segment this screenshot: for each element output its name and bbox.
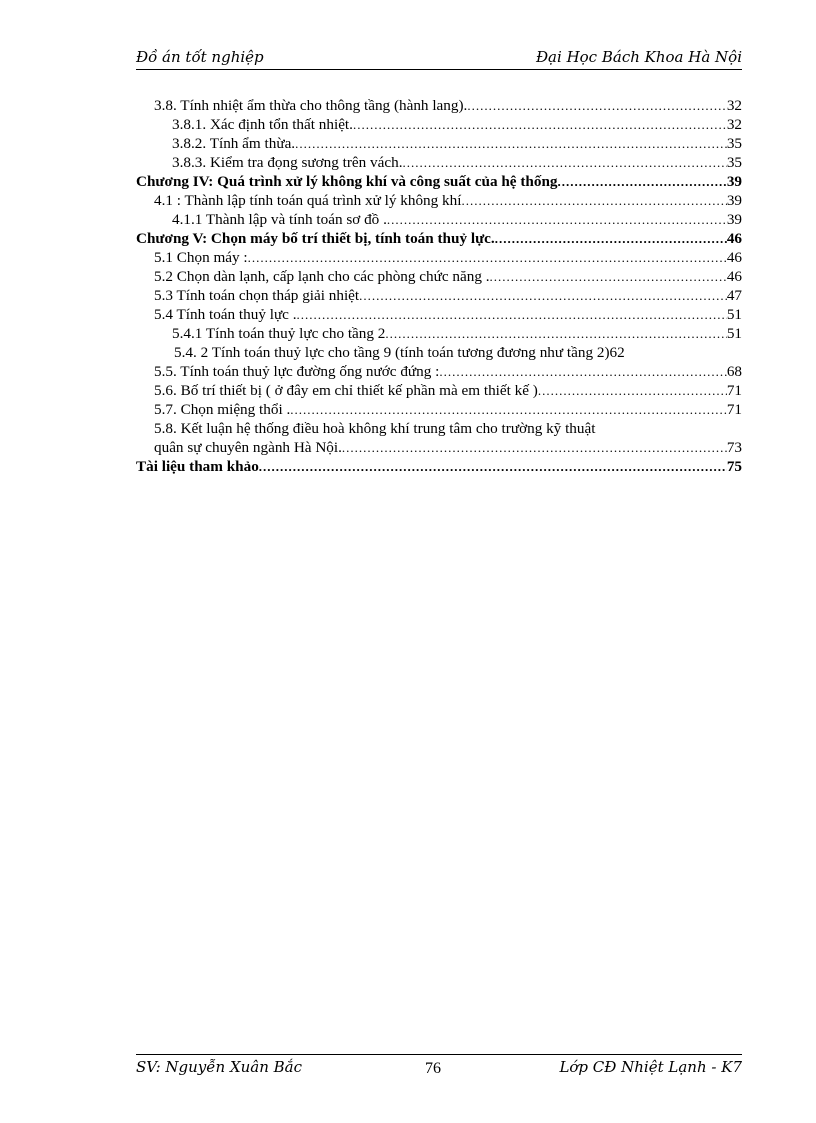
toc-leader-dots	[290, 400, 727, 419]
header-divider	[136, 69, 742, 70]
page-footer	[136, 1058, 742, 1080]
toc-leader-dots	[248, 248, 727, 267]
toc-entry	[136, 305, 742, 324]
toc-entry-page: 46	[726, 230, 742, 247]
footer-divider	[136, 1054, 742, 1055]
toc-leader-dots	[439, 362, 726, 381]
toc-leader-dots	[490, 267, 727, 286]
toc-leader-dots	[385, 324, 726, 343]
toc-entry-page: 46	[726, 249, 742, 266]
toc-entry	[136, 400, 742, 419]
toc-entry-title: 5.6. Bố trí thiết bị ( ở đây em chỉ thiết kế phần mà em thiết kế )	[154, 382, 538, 399]
toc-entry-title: 5.4.1 Tính toán thuỷ lực cho tầng 2	[172, 325, 386, 342]
toc-entry-title: quân sự chuyên ngành Hà Nội.	[154, 439, 342, 456]
toc-entry-title: 5.1 Chọn máy :	[154, 249, 248, 266]
toc-entry	[136, 248, 742, 267]
toc-leader-dots	[461, 191, 726, 210]
toc-leader-dots	[467, 96, 726, 115]
toc-entry-title: 5.4 Tính toán thuỷ lực .	[154, 306, 297, 323]
toc-entry-title: 5.4. 2 Tính toán thuỷ lực cho tầng 9 (tính toán tương đương như tầng 2)	[174, 344, 610, 361]
toc-leader-dots	[387, 210, 727, 229]
toc-entry-first-line: 5.8. Kết luận hệ thống điều hoà không khí trung tâm cho trường kỹ thuật	[154, 420, 596, 437]
toc-entry-page: 35	[726, 135, 742, 152]
toc-entry-title: 4.1.1 Thành lập và tính toán sơ đồ .	[172, 211, 387, 228]
footer-student-name: SV: Nguyễn Xuân Bắc	[136, 1058, 303, 1076]
toc-entry-page: 75	[726, 458, 742, 475]
toc-entry-title: 3.8. Tính nhiệt ẩm thừa cho thông tầng (hành lang).	[154, 97, 468, 114]
toc-entry-page: 39	[726, 192, 742, 209]
toc-entry-page: 47	[726, 287, 742, 304]
footer-class: Lớp CĐ Nhiệt Lạnh - K7	[559, 1058, 742, 1076]
toc-entry-page: 51	[726, 325, 742, 342]
header-thesis-title: Đồ án tốt nghiệp	[136, 48, 264, 66]
toc-entry-page: 35	[726, 154, 742, 171]
toc-entry	[136, 267, 742, 286]
toc-entry-title: Chương IV: Quá trình xử lý không khí và công suất của hệ thống	[136, 173, 558, 190]
toc-entry-page: 39	[726, 211, 742, 228]
toc-entry-title: 5.5. Tính toán thuỷ lực đường ống nước đứng :	[154, 363, 440, 380]
toc-entry-page: 73	[726, 439, 742, 456]
toc-chapter-entry	[136, 172, 742, 191]
toc-entry-title: 5.2 Chọn dàn lạnh, cấp lạnh cho các phòng chức năng .	[154, 268, 490, 285]
toc-entry	[136, 96, 742, 115]
toc-entry-title: 3.8.3. Kiểm tra đọng sương trên vách.	[172, 154, 403, 171]
toc-entry	[136, 134, 742, 153]
toc-leader-dots	[297, 305, 727, 324]
toc-entry-title: 4.1 : Thành lập tính toán quá trình xử lý không khí	[154, 192, 462, 209]
toc-leader-dots	[359, 286, 727, 305]
toc-leader-dots	[342, 438, 727, 457]
toc-leader-dots	[538, 381, 727, 400]
toc-entry	[136, 153, 742, 172]
toc-entry-page: 32	[726, 116, 742, 133]
toc-entry	[136, 438, 742, 457]
toc-entry-title: 3.8.2. Tính ẩm thừa.	[172, 135, 296, 152]
toc-leader-dots	[495, 229, 727, 248]
toc-leader-dots	[353, 115, 727, 134]
toc-entry-page: 62	[609, 344, 625, 361]
toc-entry-page: 32	[726, 97, 742, 114]
toc-entry-title: 5.7. Chọn miệng thổi .	[154, 401, 291, 418]
toc-entry	[136, 115, 742, 134]
header-university: Đại Học Bách Khoa Hà Nội	[535, 48, 742, 66]
toc-chapter-entry	[136, 229, 742, 248]
page-header	[136, 48, 742, 68]
toc-entry-title: Tài liệu tham khảo	[136, 458, 259, 475]
toc-entry-page: 46	[726, 268, 742, 285]
toc-entry	[136, 286, 742, 305]
toc-entry-page: 39	[726, 173, 742, 190]
toc-entry	[136, 362, 742, 381]
toc-entry-title: 5.3 Tính toán chọn tháp giải nhiệt	[154, 287, 360, 304]
toc-entry	[136, 210, 742, 229]
table-of-contents	[136, 96, 742, 476]
toc-leader-dots	[557, 172, 726, 191]
toc-leader-dots	[259, 457, 727, 476]
toc-references-entry	[136, 457, 742, 476]
page-number: 76	[425, 1060, 441, 1077]
toc-entry-page: 71	[726, 401, 742, 418]
toc-entry-page: 71	[726, 382, 742, 399]
toc-entry-page: 68	[726, 363, 742, 380]
toc-leader-dots	[295, 134, 727, 153]
toc-entry	[136, 381, 742, 400]
toc-entry	[136, 324, 742, 343]
toc-entry-page: 51	[726, 306, 742, 323]
toc-entry-title: Chương V: Chọn máy bố trí thiết bị, tính toán thuỷ lực.	[136, 230, 495, 247]
toc-leader-dots	[403, 153, 727, 172]
toc-entry	[136, 191, 742, 210]
toc-entry	[136, 343, 742, 362]
toc-entry-title: 3.8.1. Xác định tổn thất nhiệt.	[172, 116, 353, 133]
